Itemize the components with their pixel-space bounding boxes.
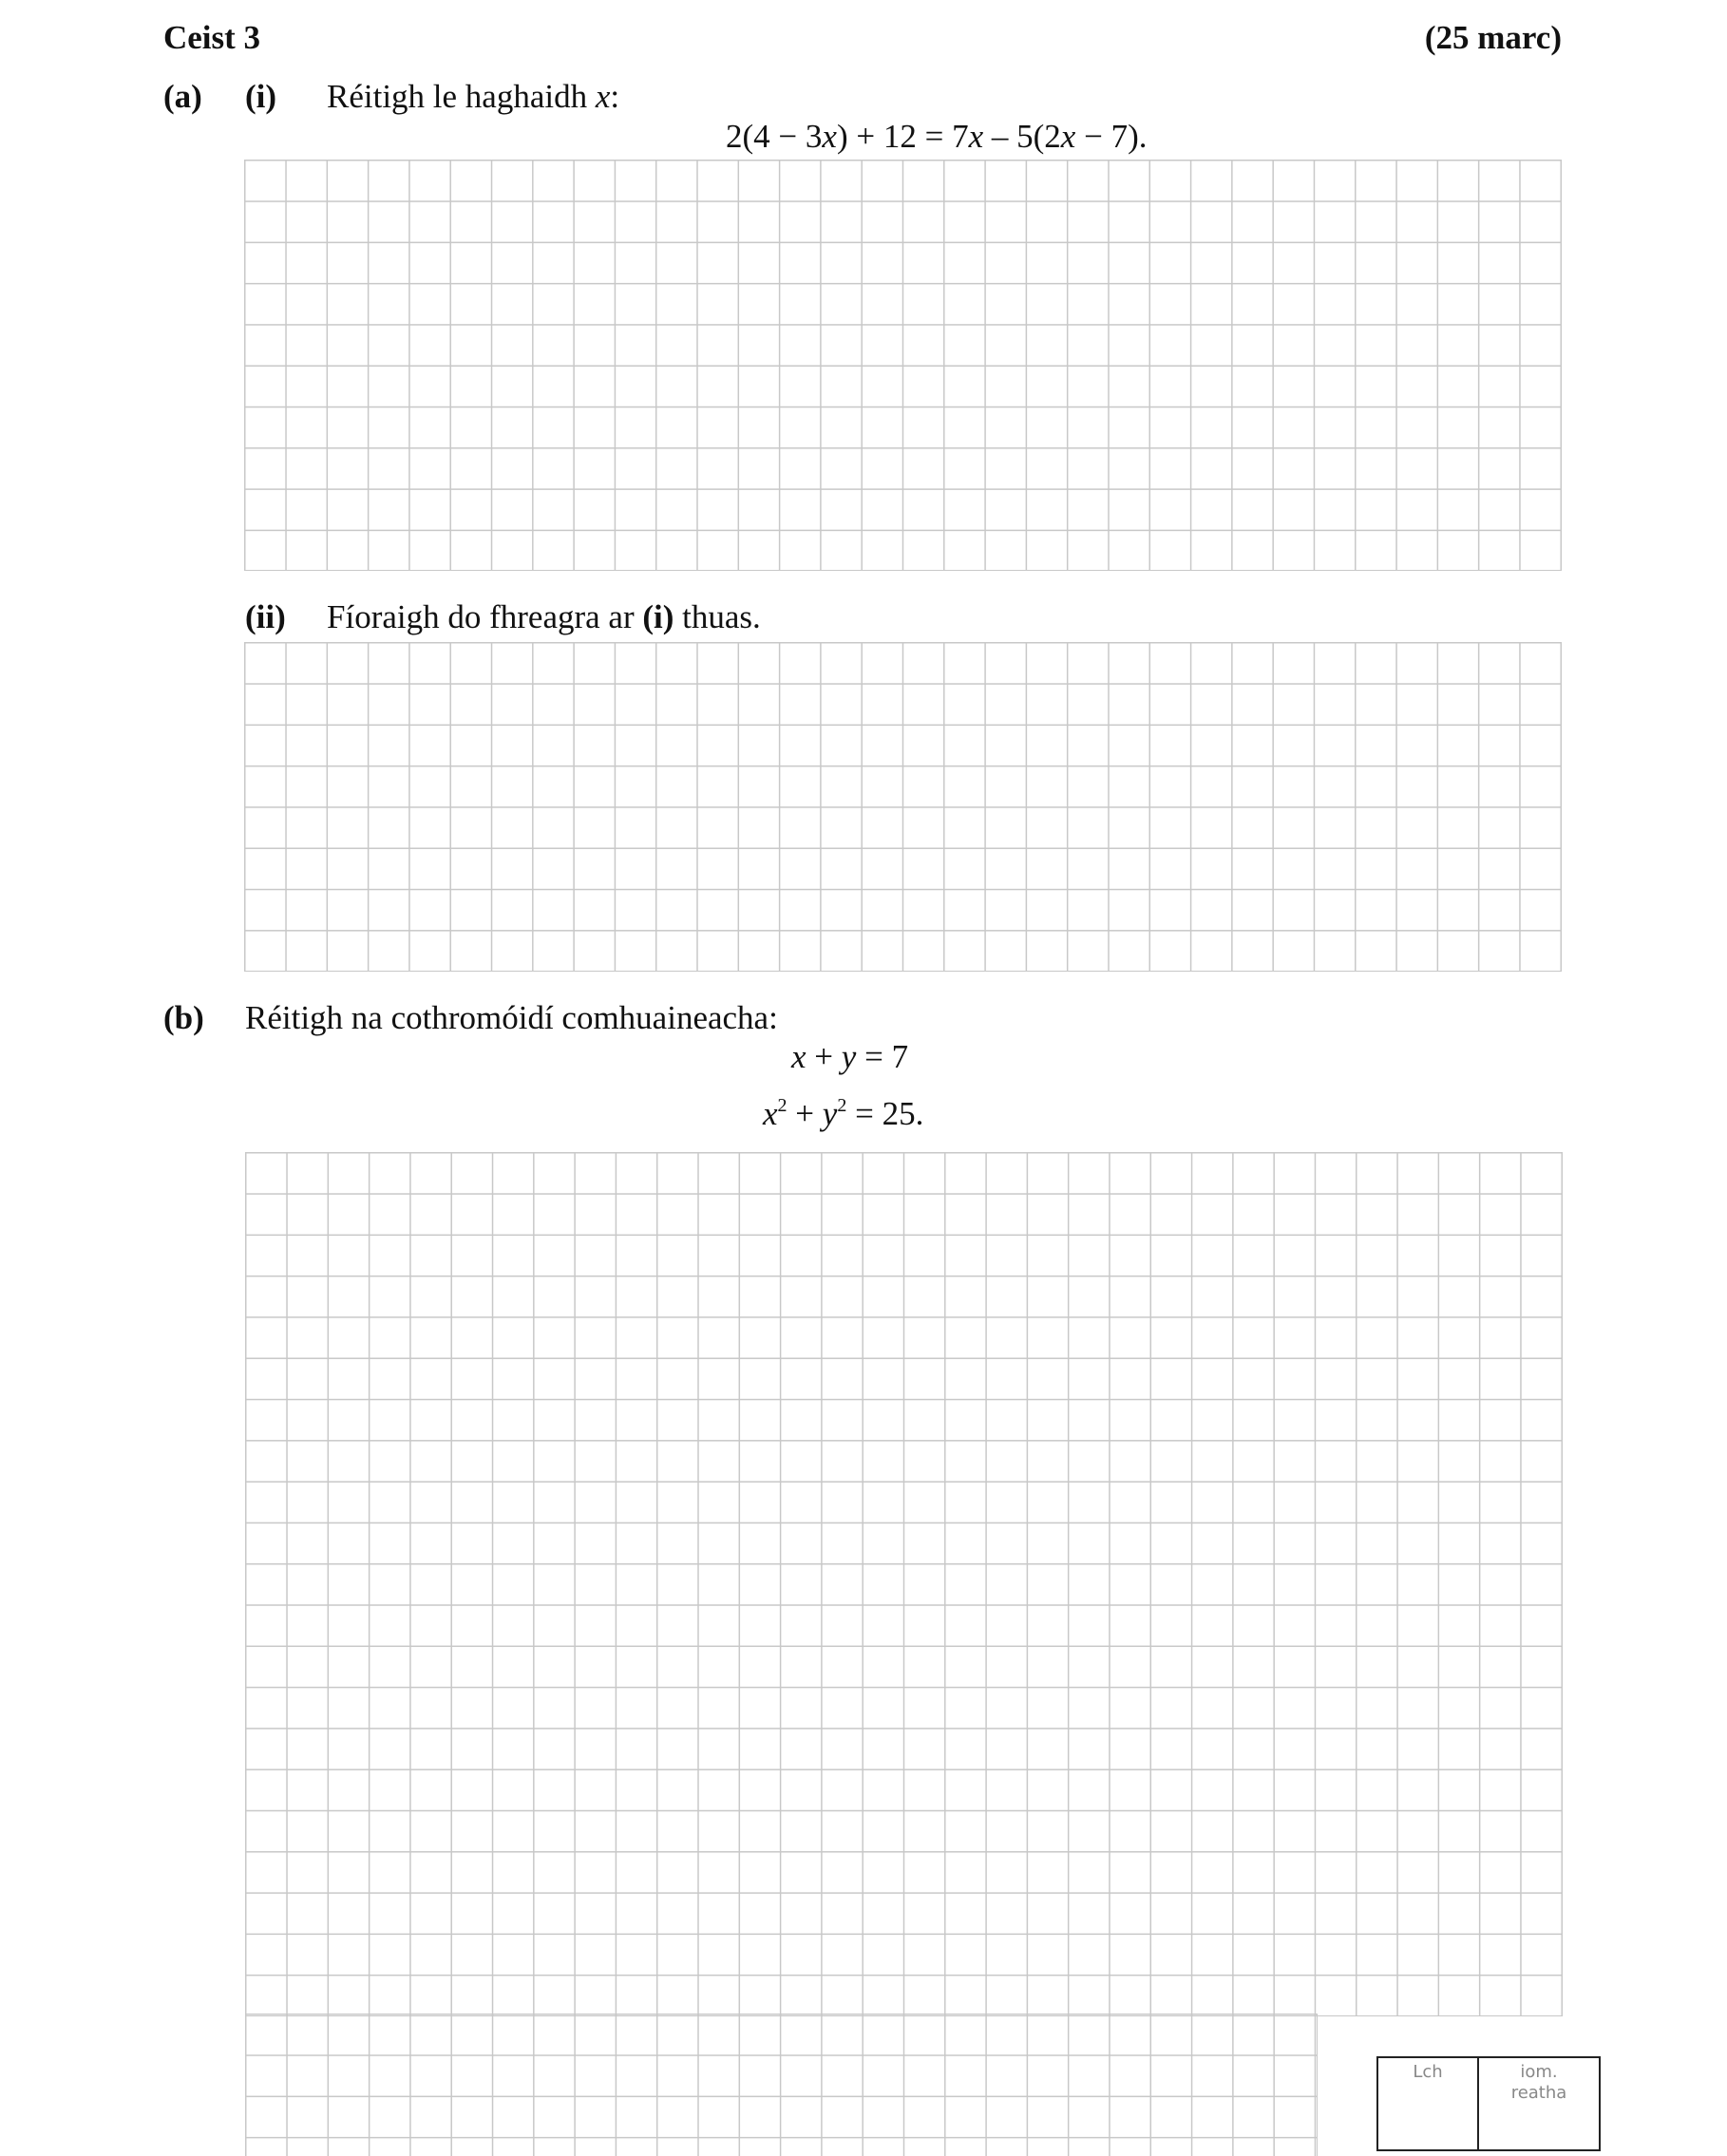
eq-part: +	[787, 1095, 823, 1132]
eq-part: +	[806, 1038, 842, 1075]
part-b-label: (b)	[163, 999, 204, 1036]
eq-var: x	[1060, 118, 1076, 155]
page-marks-label: Lch	[1413, 2062, 1443, 2082]
answer-grid-a-ii[interactable]	[244, 642, 1562, 972]
equation-b-1	[791, 1038, 908, 1076]
question-marks: (25 marc)	[1424, 19, 1562, 56]
eq-exponent: 2	[777, 1095, 788, 1116]
running-total-label: iom. reatha	[1510, 2062, 1567, 2103]
eq-part: = 7	[856, 1038, 909, 1075]
eq-part: 2(4 − 3	[726, 118, 823, 155]
equation-b-2	[763, 1095, 923, 1133]
page-marks-cell	[1378, 2058, 1479, 2149]
part-a-ii-label: (ii)	[245, 598, 286, 635]
eq-var: x	[791, 1038, 807, 1075]
answer-grid-a-i[interactable]	[244, 160, 1562, 571]
eq-part: − 7).	[1075, 118, 1148, 155]
equation-a-i	[726, 118, 1148, 156]
answer-grid-b-lower[interactable]	[245, 2014, 1318, 2156]
running-total-box	[1376, 2056, 1601, 2151]
question-title: Ceist 3	[163, 19, 261, 56]
eq-exponent: 2	[837, 1095, 847, 1116]
eq-part: ) + 12 = 7	[836, 118, 969, 155]
instruction-text: thuas.	[674, 598, 761, 635]
part-a-label: (a)	[163, 78, 202, 115]
part-b-instruction: Réitigh na cothromóidí comhuaineacha:	[245, 999, 778, 1036]
instruction-colon: :	[610, 78, 620, 115]
answer-grid-b[interactable]	[245, 1152, 1563, 2016]
variable-x: x	[595, 78, 611, 115]
part-a-ii-instruction	[327, 598, 761, 636]
instruction-ref: (i)	[642, 598, 674, 635]
running-total-cell	[1479, 2058, 1599, 2149]
eq-var: x	[822, 118, 837, 155]
part-a-i-label: (i)	[245, 78, 277, 115]
instruction-text: Réitigh le haghaidh	[327, 78, 596, 115]
eq-var: x	[763, 1095, 778, 1132]
eq-var: y	[822, 1095, 838, 1132]
eq-var: x	[968, 118, 984, 155]
eq-part: = 25.	[846, 1095, 924, 1132]
eq-part: – 5(2	[983, 118, 1061, 155]
part-a-i-instruction	[327, 78, 619, 116]
instruction-text: Fíoraigh do fhreagra ar	[327, 598, 643, 635]
eq-var: y	[841, 1038, 857, 1075]
